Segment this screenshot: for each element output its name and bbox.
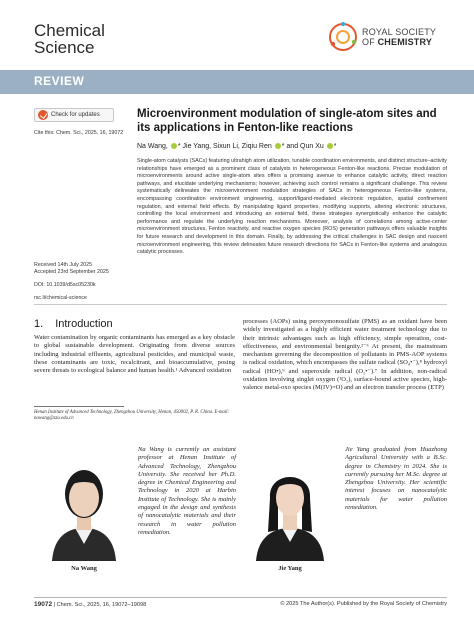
author-bio: Na Wang is currently an assistant professor at Henan Institute of Advanced Technology, Zhengzhou University. She received her Ph.D. degree in Chemical Engineering and Technology in 2020 at Harbin Institute of Technology. She is mainly engaged in the design and synthesis of nanocatalytic materials and their research in water pollution remediation. (138, 446, 236, 536)
publisher-name (362, 27, 436, 47)
author-photo-na-wang (34, 448, 134, 561)
section-heading (34, 318, 113, 330)
section-number: 1. (34, 318, 44, 330)
publisher-line2 (362, 37, 436, 47)
orcid-icon[interactable] (327, 143, 333, 149)
section-title: Introduction (55, 318, 113, 330)
section-band (0, 70, 474, 94)
accepted-date: Accepted 23rd September 2025 (34, 269, 109, 275)
journal-name-line1: Chemical (34, 21, 105, 40)
page-number: 19072 (34, 601, 53, 608)
footer-copyright: © 2025 The Author(s). Published by the Royal Society of Chemistry (280, 601, 447, 607)
publisher-line2-prefix: OF (362, 37, 378, 47)
orcid-icon[interactable] (171, 143, 177, 149)
doi-link[interactable]: DOI: 10.1039/d5sc05230k (34, 282, 96, 288)
check-updates-icon (38, 110, 48, 120)
corresponding-mark-2: * (281, 143, 285, 150)
section-divider (34, 304, 447, 305)
author-list (137, 142, 336, 151)
portrait-image (240, 448, 340, 561)
footnote-divider (34, 406, 124, 407)
author-1[interactable]: Na Wang, (137, 143, 168, 150)
rsc-crest-icon (328, 22, 358, 52)
author-2[interactable]: Jie Yang, Sixun Li, Ziqiu Ren (182, 143, 272, 150)
affiliation-footnote: Henan Institute of Advanced Technology, Zhengzhou University, Henan, 450002, P. R. China. E-mail: nawang@zzu.edu.cn (34, 410, 230, 421)
section-label: REVIEW (34, 74, 85, 88)
intro-paragraph-left: Water contamination by organic contaminants has emerged as a key obstacle to global sustainable development. Originating from diverse sources including industrial effluents, agricultural pesticides, and municipal waste, these contaminants are toxic, recalcitrant, and bioaccumulative, posing severe threats to ecological balance and human health.¹ Advanced oxidation (34, 334, 235, 375)
publisher-line2-bold: CHEMISTRY (377, 37, 433, 47)
article-title: Microenvironment modulation of single-atom sites and its applications in Fenton-like reactions (137, 108, 437, 134)
citation: Cite this: Chem. Sci., 2025, 16, 19072 (34, 130, 124, 136)
journal-name-line2: Science (34, 38, 95, 57)
footer-citation (34, 601, 146, 608)
intro-paragraph-right: processes (AOPs) using peroxymonosulfate (PMS) as an oxidant have been widely investigated as a highly efficient water treatment technology due to their intrinsic advantages such as high efficiency, simple operation, cost-effectiveness, and environmental benignity.²⁻⁶ At present, the mainstream mechanism governing the decomposition of pollutants in PMS-AOP systems is radical oxidation, which encompasses the sulfate radical (SO₄•⁻),⁸ hydroxyl radical (HO•),⁹ and superoxide radical (O₂•⁻).⁷ In addition, non-radical oxidation involving singlet oxygen (¹O₂), surface-bound active species, high-valence metal-oxo species (M(IV)=O) and an electron transfer process (ETP) (243, 318, 447, 392)
footer-divider (34, 597, 447, 598)
journal-name (34, 22, 105, 56)
journal-url-link[interactable]: rsc.li/chemical-science (34, 295, 87, 301)
author-photo-caption: Jie Yang (278, 565, 302, 572)
author-photo-jie-yang (240, 448, 340, 561)
corresponding-mark-1: * (177, 143, 181, 150)
corresponding-mark-3: * (333, 143, 337, 150)
article-history (34, 262, 109, 302)
portrait-image (34, 448, 134, 561)
footer-journal-cite: | Chem. Sci., 2025, 16, 19072–19098 (53, 602, 147, 608)
abstract: Single-atom catalysts (SACs) featuring ultrahigh atom utilization, tunable coordination environments, and distinct structure–activity relationships have emerged as a prominent class of catalysts in heterogeneous Fenton-like reactions. Precise modulation of microenvironments around active single-atom sites offers a promising avenue to enhance catalytic activity, direct reaction pathways, and elucidate underlying mechanisms; however, achieving such control remains a significant challenge. This review systematically delineates the microenvironment modulation strategies of SACs in heterogeneous Fenton-like systems, encompassing coordination environment engineering, support/ligand-mediated electronic regulation, spatial confinement regulation, and external field effects. By manipulating ligand properties, modifying supports, altering electronic structures, controlling the local environment and introducing an external field, these strategies synergistically enhance the catalytic performance and regulate the underlying reaction mechanisms. Moreover, analysis of correlations among active-center microenvironment structures, Fenton reactivity, and reactive oxygen species (ROS) generation pathways offers valuable insights for future research and development in this domain. Finally, by addressing the critical challenges in SAC design and nascent microenvironment engineering, this review delineates future research directions for SACs in Fenton-like systems and analogous catalytic processes. (137, 158, 447, 256)
author-bio: Jie Yang graduated from Huazhong Agricultural University with a B.Sc. degree in Chemistry in 2024. She is currently pursuing her M.Sc. degree at Zhengzhou University. Her scientific interest focuses on nanocatalytic materials for water pollution remediation. (345, 446, 447, 512)
check-for-updates-button[interactable] (34, 108, 114, 122)
publisher-logo[interactable] (328, 22, 446, 56)
publisher-line1: ROYAL SOCIETY (362, 27, 437, 37)
author-photo-caption: Na Wang (71, 565, 97, 572)
check-updates-label: Check for updates (51, 112, 100, 118)
received-date: Received 14th July 2025 (34, 262, 93, 268)
author-3[interactable]: and Qun Xu (286, 143, 324, 150)
orcid-icon[interactable] (275, 143, 281, 149)
